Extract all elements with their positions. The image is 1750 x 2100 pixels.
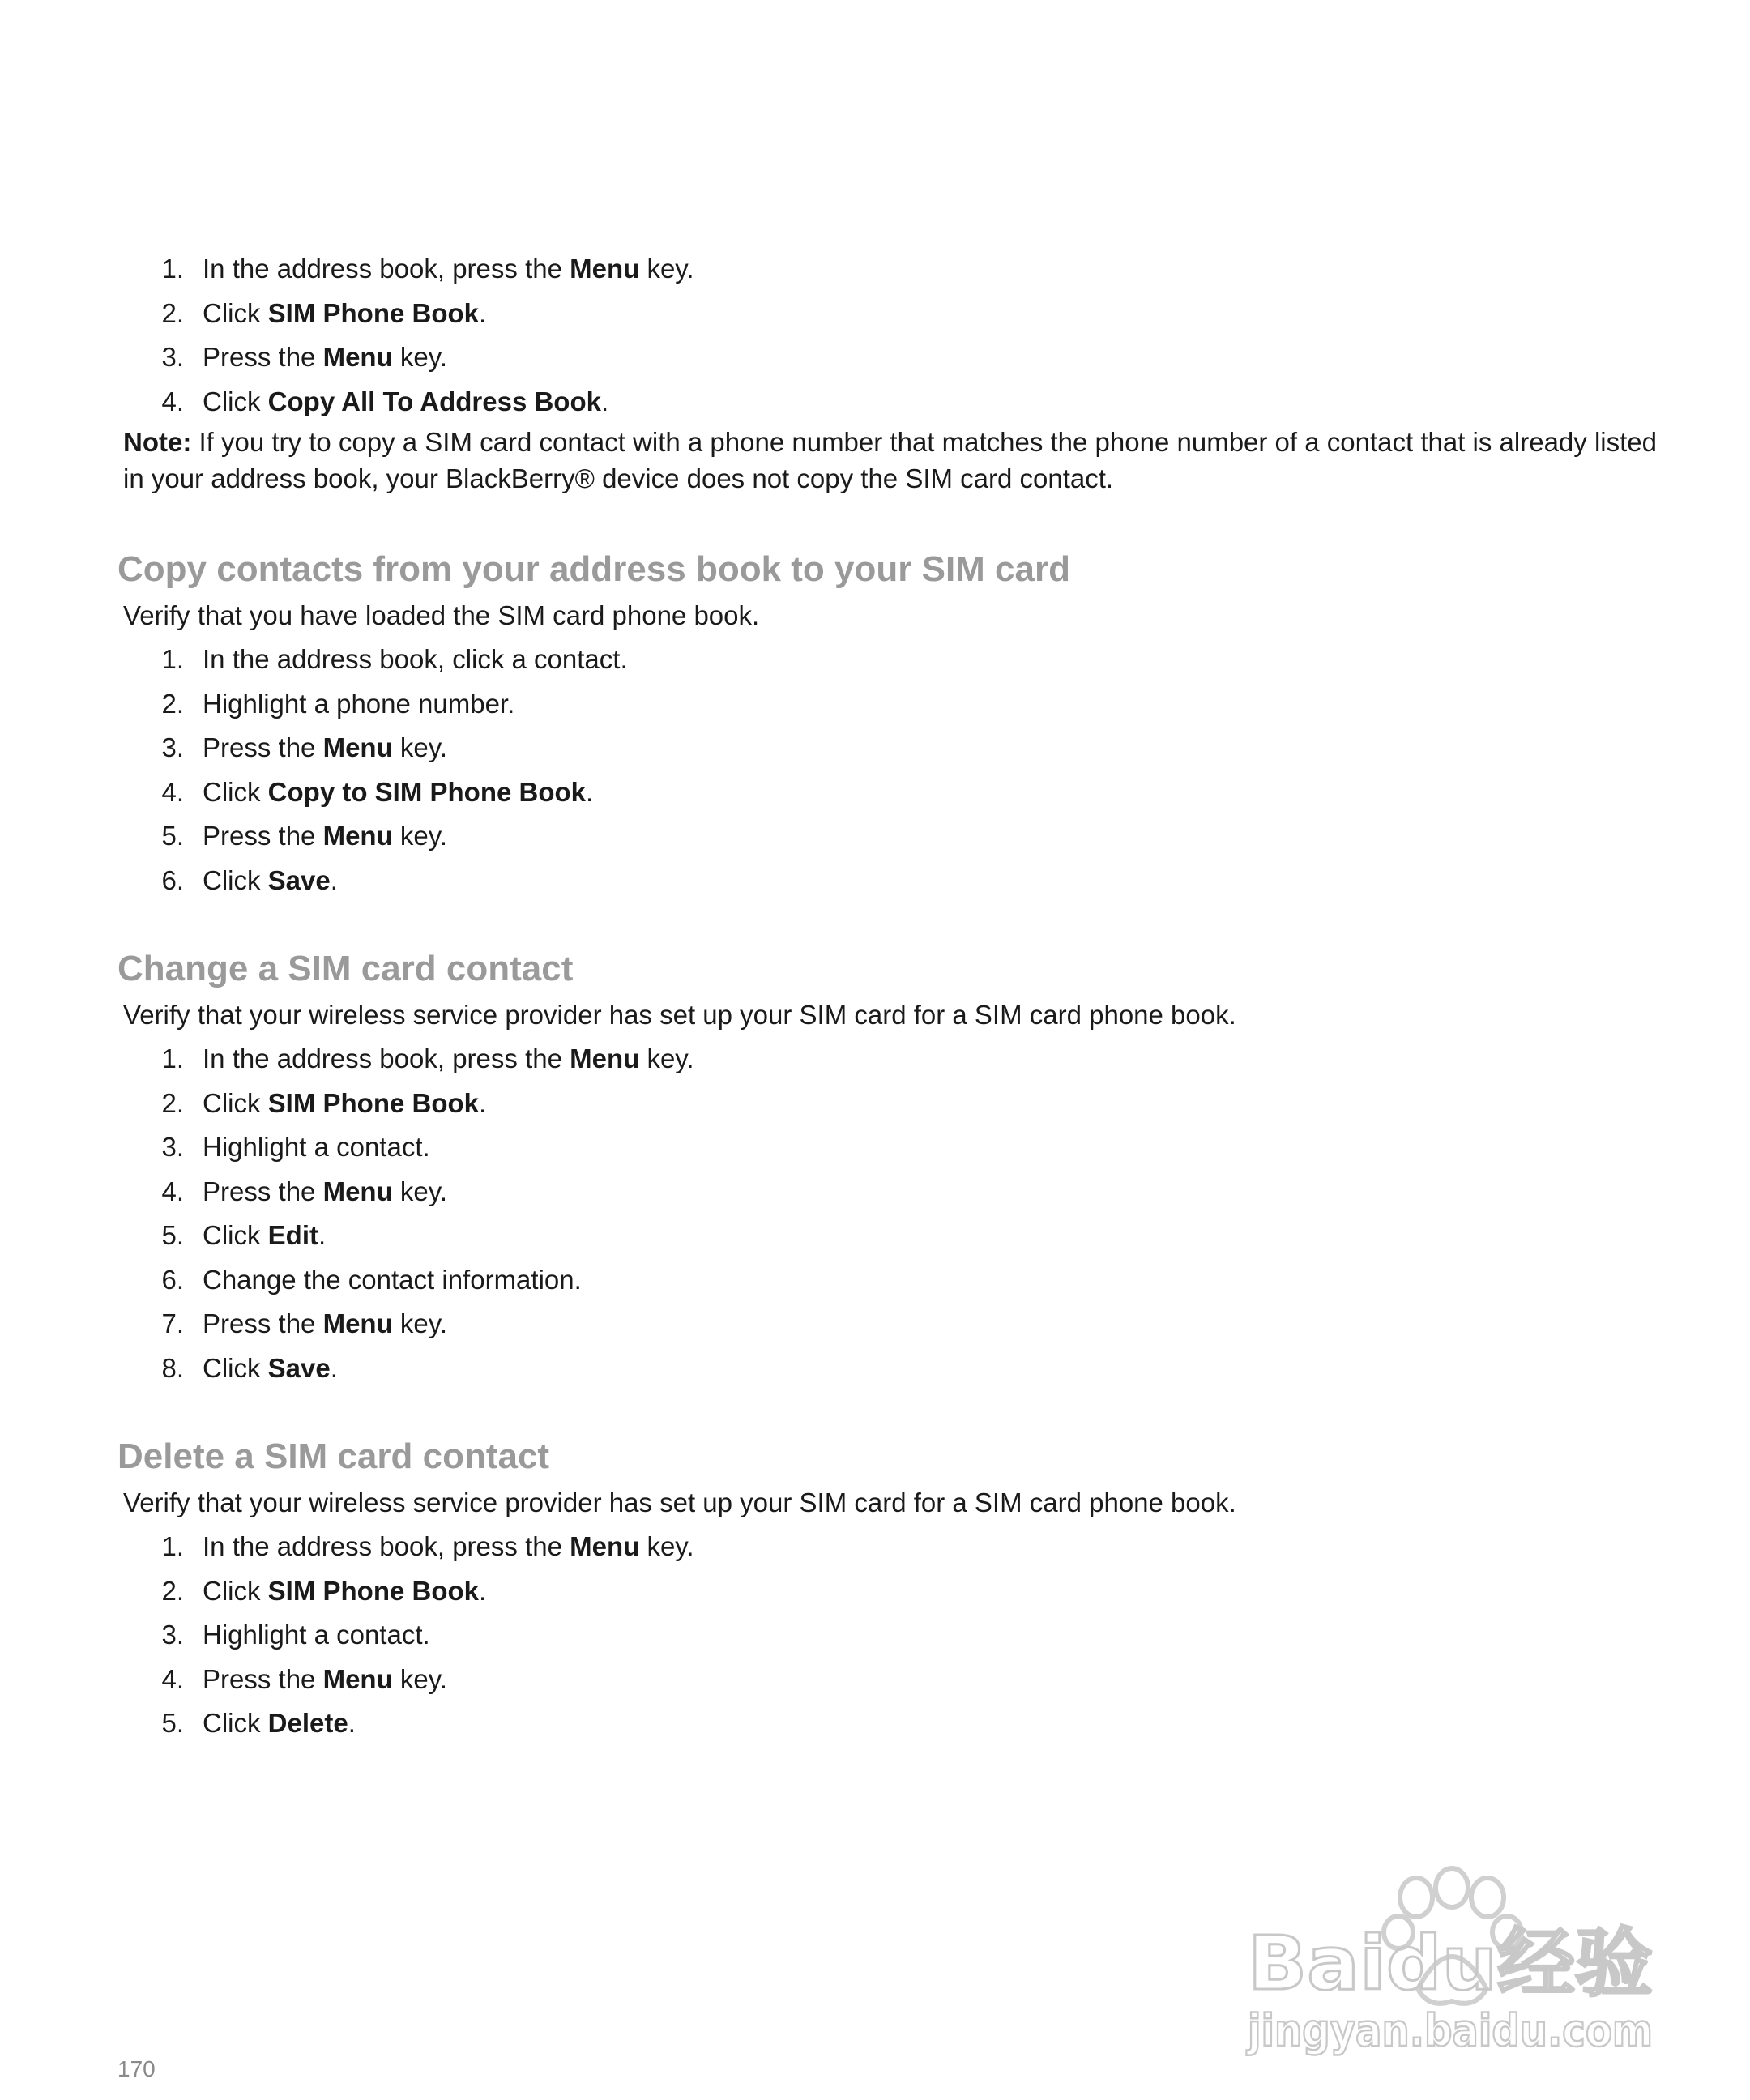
step-text: Press the	[203, 732, 323, 762]
step-text: Click	[203, 297, 268, 328]
page-number: 170	[117, 2056, 156, 2081]
list-item	[117, 1701, 1657, 1746]
step-text-end: key.	[639, 254, 694, 284]
watermark-brand-text: Baidu经验	[1248, 1920, 1653, 2007]
step-text: In the address book, press the	[203, 1044, 570, 1073]
step-text-end: key.	[392, 1176, 447, 1206]
step-bold-text: Menu	[570, 1531, 640, 1561]
step-number: 2.	[161, 1575, 184, 1606]
step-number: 6.	[161, 864, 184, 895]
step-bold-text: Save	[267, 864, 331, 895]
step-bold-text: Menu	[322, 821, 393, 851]
step-text: Click	[203, 1575, 268, 1606]
step-text-end: key.	[639, 1044, 694, 1073]
list-item	[117, 1037, 1657, 1082]
section-intro: Verify that your wireless service provider has set up your SIM card for a SIM card phone book.	[123, 1000, 1236, 1030]
step-bold-text: Menu	[322, 1308, 393, 1338]
step-text: Press the	[203, 1176, 323, 1206]
step-text-end: key.	[392, 342, 447, 372]
step-text: Highlight a phone number.	[203, 688, 515, 719]
watermark-url-text: jingyan.baidu.com	[1246, 2005, 1653, 2056]
step-bold-text: Copy All To Address Book	[267, 386, 601, 416]
step-text-end: .	[600, 386, 609, 416]
step-bold-text: Menu	[322, 1176, 393, 1206]
step-bold-text: SIM Phone Book	[267, 297, 480, 328]
step-text-end: key.	[392, 821, 447, 851]
step-text-end: .	[330, 864, 338, 895]
step-bold-text: Save	[267, 1352, 331, 1383]
list-item	[117, 1569, 1657, 1614]
list-item	[117, 1214, 1657, 1258]
step-text: Press the	[203, 1663, 323, 1694]
list-item	[117, 1258, 1657, 1303]
list-item	[117, 814, 1657, 859]
step-bold-text: Menu	[322, 342, 393, 372]
step-text: Press the	[203, 342, 323, 372]
step-number: 3.	[161, 732, 184, 762]
list-item	[117, 335, 1657, 380]
step-number: 3.	[161, 342, 184, 372]
step-text-end: key.	[392, 1308, 447, 1338]
list-item	[117, 292, 1657, 336]
step-number: 1.	[161, 1531, 184, 1561]
step-text: Click	[203, 1087, 268, 1118]
step-bold-text: Delete	[267, 1708, 348, 1738]
step-number: 6.	[161, 1264, 184, 1295]
step-text: Change the contact information.	[203, 1264, 582, 1295]
step-number: 4.	[161, 776, 184, 807]
step-text: Press the	[203, 1308, 323, 1338]
step-text-end: key.	[639, 1531, 694, 1561]
list-item	[117, 859, 1657, 903]
step-number: 4.	[161, 1663, 184, 1694]
delete-contact-steps-list	[117, 1525, 1657, 1746]
step-text: In the address book, press the	[203, 254, 570, 284]
section-title-delete-contact: Delete a SIM card contact	[117, 1436, 550, 1476]
list-item	[117, 1613, 1657, 1658]
step-number: 2.	[161, 1087, 184, 1118]
step-bold-text: SIM Phone Book	[267, 1575, 480, 1606]
step-text-end: .	[479, 1575, 487, 1606]
list-item	[117, 638, 1657, 682]
list-item	[117, 247, 1657, 292]
list-item	[117, 726, 1657, 770]
list-item	[117, 1525, 1657, 1569]
step-text: Click	[203, 1352, 268, 1383]
step-bold-text: SIM Phone Book	[267, 1087, 480, 1118]
step-number: 5.	[161, 1708, 184, 1738]
step-number: 4.	[161, 386, 184, 416]
step-text: In the address book, click a contact.	[203, 644, 628, 674]
list-item	[117, 1347, 1657, 1391]
step-number: 8.	[161, 1352, 184, 1383]
step-number: 2.	[161, 297, 184, 328]
list-item	[117, 1125, 1657, 1170]
step-bold-text: Copy to SIM Phone Book	[267, 776, 586, 807]
step-bold-text: Menu	[570, 254, 640, 284]
list-item	[117, 380, 1657, 425]
step-text: Highlight a contact.	[203, 1132, 430, 1162]
step-text: Highlight a contact.	[203, 1620, 430, 1650]
change-contact-steps-list	[117, 1037, 1657, 1390]
step-bold-text: Edit	[267, 1220, 318, 1250]
baidu-watermark-logo	[1240, 1847, 1661, 2058]
list-item	[117, 1302, 1657, 1347]
note-text: If you try to copy a SIM card contact with a phone number that matches the phone number of a contact that is already listed in your address book, your BlackBerry® device does not copy the SIM card contact.	[123, 427, 1657, 493]
step-text: In the address book, press the	[203, 1531, 570, 1561]
step-number: 3.	[161, 1132, 184, 1162]
step-number: 1.	[161, 644, 184, 674]
step-text-end: .	[330, 1352, 338, 1383]
step-text: Click	[203, 776, 268, 807]
step-text-end: .	[479, 297, 487, 328]
step-number: 3.	[161, 1620, 184, 1650]
note-label: Note:	[123, 427, 192, 457]
step-text-end: .	[348, 1708, 356, 1738]
page-content	[117, 247, 1657, 1746]
section-title-copy-to-sim: Copy contacts from your address book to your SIM card	[117, 549, 1070, 589]
step-text-end: .	[318, 1220, 327, 1250]
list-item	[117, 1658, 1657, 1702]
section-intro: Verify that you have loaded the SIM card phone book.	[123, 600, 760, 630]
step-text: Click	[203, 1708, 268, 1738]
intro-steps-list	[117, 247, 1657, 424]
step-number: 1.	[161, 1044, 184, 1073]
note-paragraph	[117, 424, 1662, 497]
step-number: 7.	[161, 1308, 184, 1338]
step-number: 1.	[161, 254, 184, 284]
list-item	[117, 1170, 1657, 1214]
list-item	[117, 1082, 1657, 1126]
step-text: Click	[203, 1220, 268, 1250]
step-text: Click	[203, 386, 268, 416]
step-text-end: key.	[392, 732, 447, 762]
section-intro: Verify that your wireless service provider has set up your SIM card for a SIM card phone book.	[123, 1488, 1236, 1517]
step-text-end: key.	[392, 1663, 447, 1694]
section-title-change-contact: Change a SIM card contact	[117, 949, 574, 988]
step-text-end: .	[586, 776, 594, 807]
list-item	[117, 682, 1657, 727]
step-text: Click	[203, 864, 268, 895]
step-bold-text: Menu	[322, 1663, 393, 1694]
step-number: 4.	[161, 1176, 184, 1206]
step-text: Press the	[203, 821, 323, 851]
step-number: 2.	[161, 688, 184, 719]
step-text-end: .	[479, 1087, 487, 1118]
step-number: 5.	[161, 1220, 184, 1250]
step-number: 5.	[161, 821, 184, 851]
copy-to-sim-steps-list	[117, 638, 1657, 903]
list-item	[117, 770, 1657, 815]
step-bold-text: Menu	[570, 1044, 640, 1073]
step-bold-text: Menu	[322, 732, 393, 762]
